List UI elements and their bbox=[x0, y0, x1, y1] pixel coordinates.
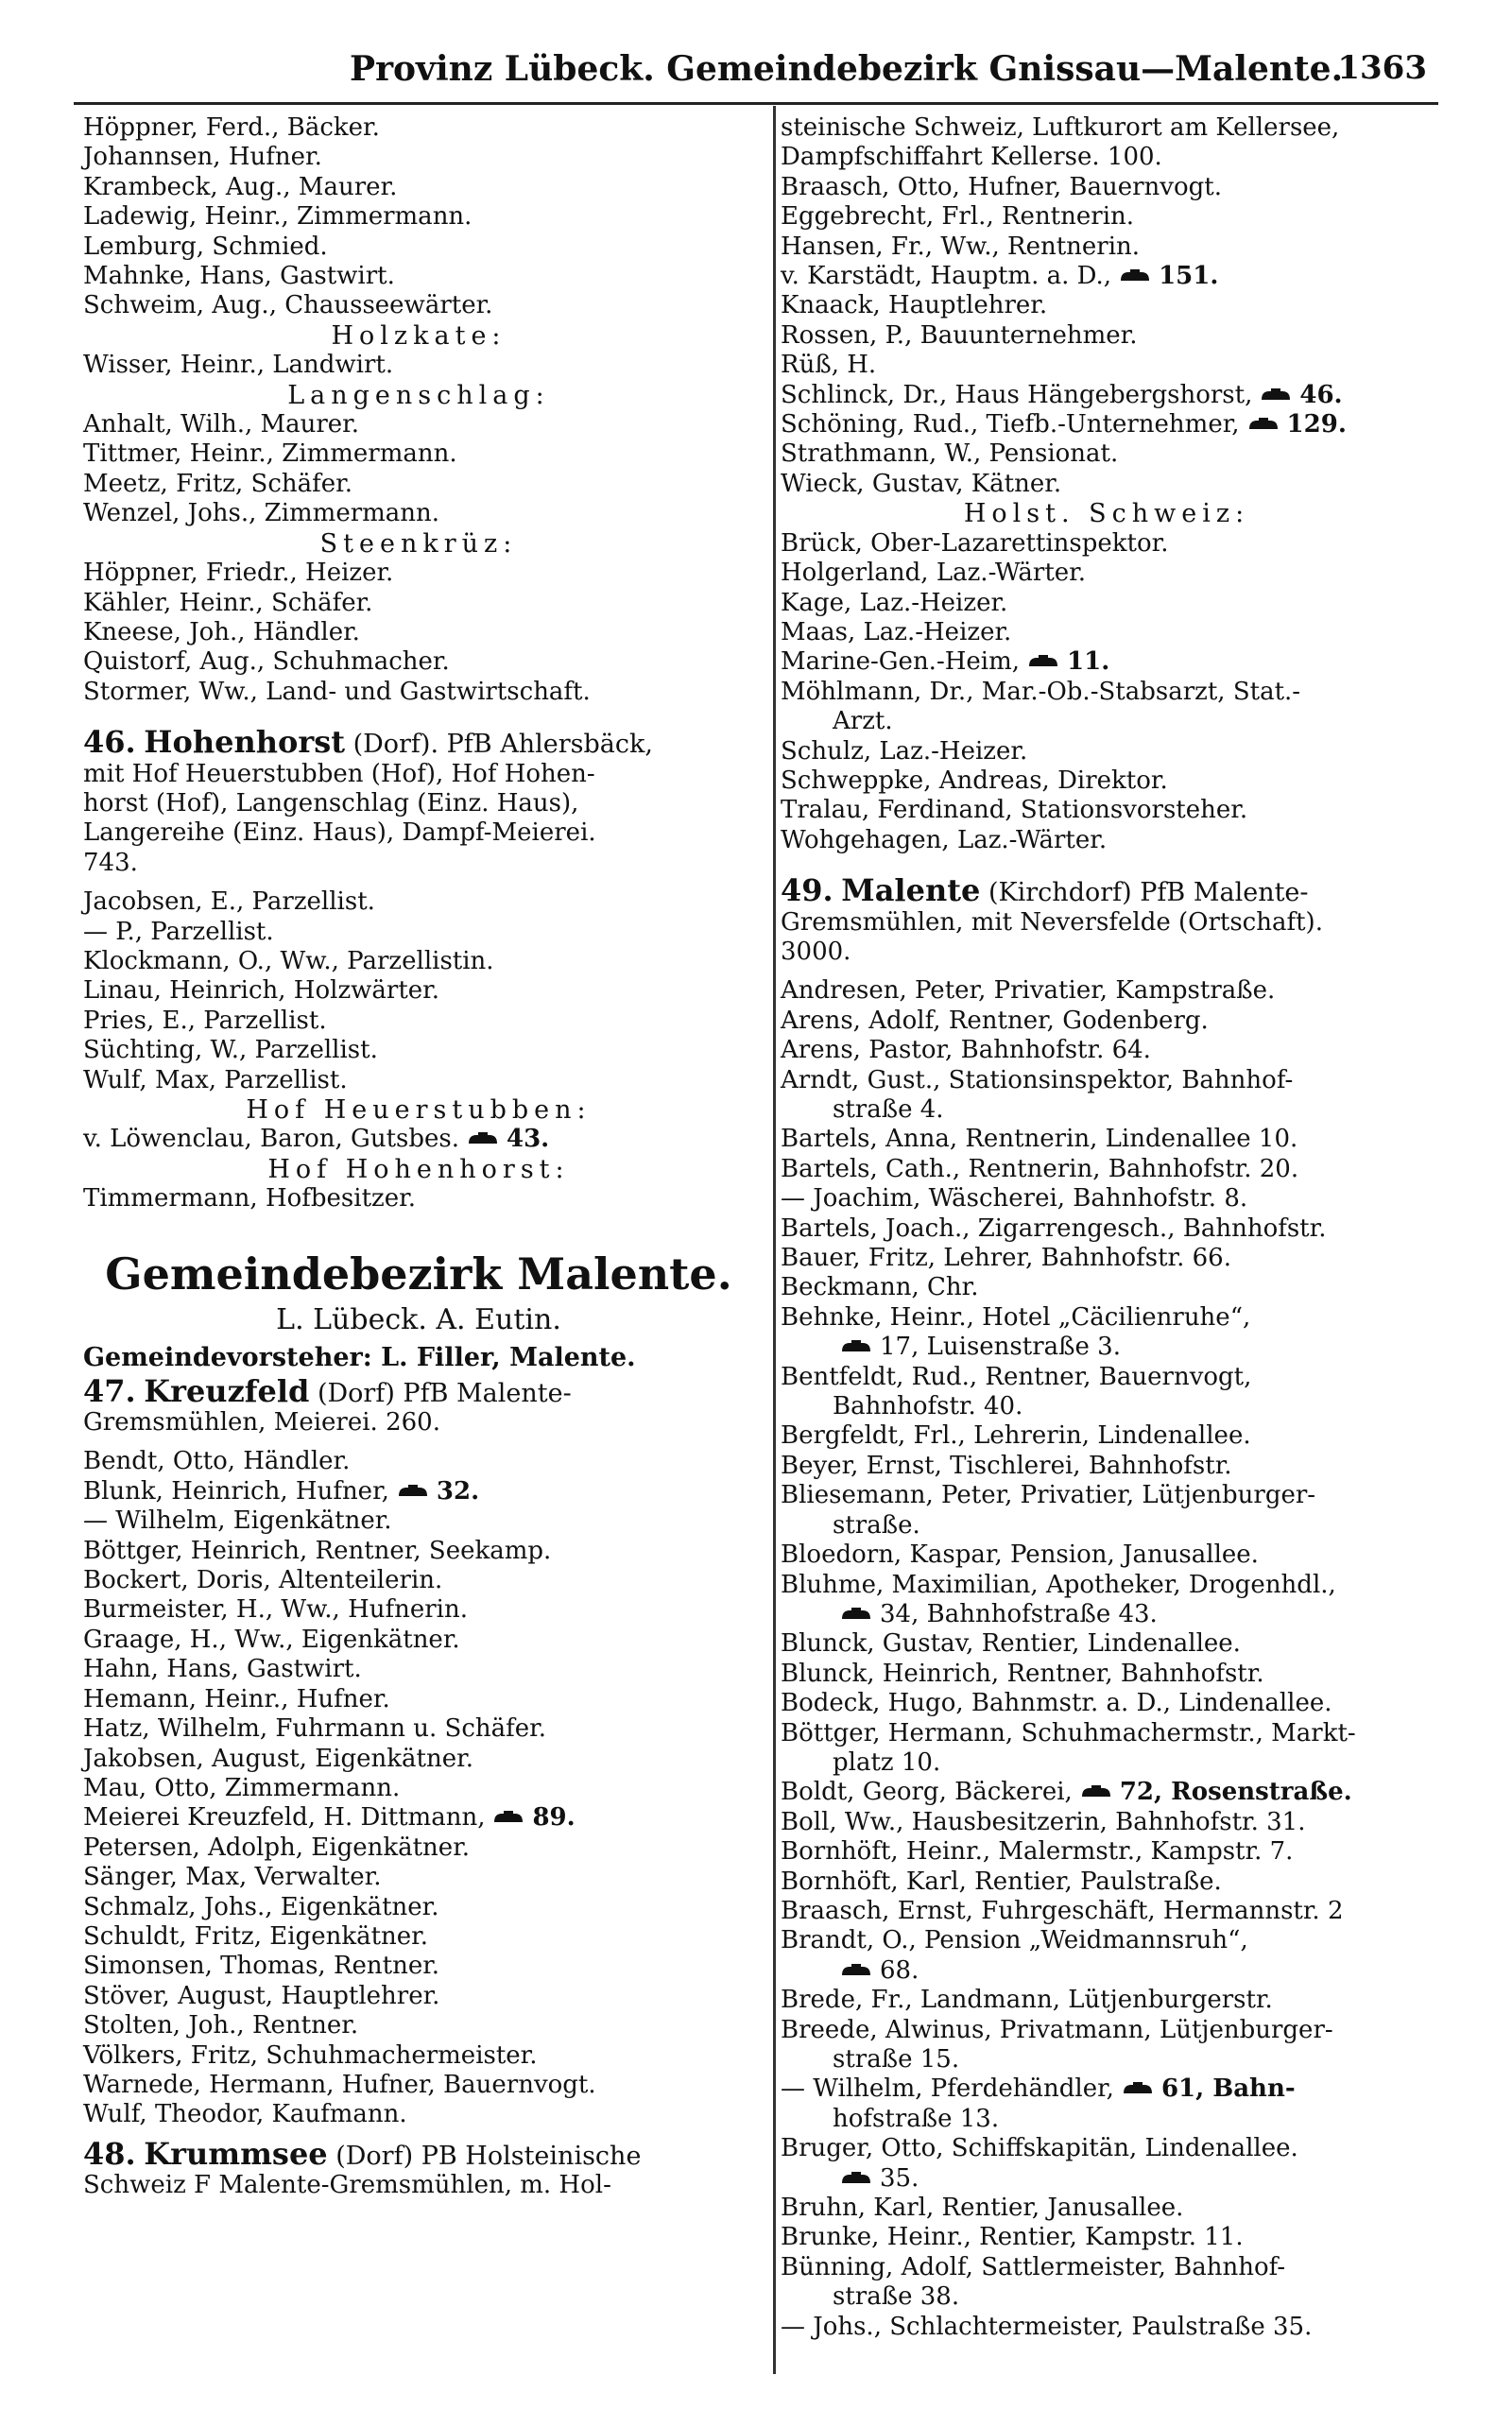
entry-text: Schlinck, Dr., Haus Hängebergshorst, bbox=[781, 380, 1253, 409]
directory-entry bbox=[781, 1125, 1433, 1154]
directory-entry bbox=[781, 1719, 1433, 1748]
directory-entry bbox=[83, 1506, 754, 1536]
directory-entry bbox=[781, 559, 1433, 588]
entry-text: Blunck, Heinrich, Rentner, Bahnhofstr. bbox=[781, 1659, 1264, 1688]
telephone-icon bbox=[1027, 654, 1059, 671]
directory-entry bbox=[781, 2105, 1433, 2134]
telephone-icon bbox=[840, 1607, 872, 1624]
entry-text: Brede, Fr., Landmann, Lütjenburgerstr. bbox=[781, 1986, 1273, 2015]
directory-entry bbox=[781, 1541, 1433, 1570]
district-head-official: Gemeindevorsteher: L. Filler, Malente. bbox=[83, 1342, 636, 1372]
entry-text: Bliesemann, Peter, Privatier, Lütjenburger- bbox=[781, 1481, 1316, 1510]
directory-entry bbox=[781, 1748, 1433, 1778]
locality-description: (Dorf) PB Holsteinische bbox=[335, 2141, 642, 2171]
header-rule bbox=[74, 102, 1438, 105]
locality-number: 46. bbox=[83, 724, 136, 761]
directory-entry bbox=[781, 1007, 1433, 1036]
entry-text: straße 15. bbox=[833, 2045, 960, 2074]
directory-entry: Klockmann, O., Ww., Parzellistin. bbox=[83, 946, 494, 975]
entry-text: Bendt, Otto, Händler. bbox=[83, 1447, 351, 1476]
directory-entry bbox=[781, 1868, 1433, 1897]
directory-entry bbox=[83, 1982, 754, 2011]
directory-entry bbox=[781, 1808, 1433, 1837]
directory-entry bbox=[781, 321, 1433, 351]
right-column bbox=[781, 113, 1433, 2342]
entry-text: Eggebrecht, Frl., Rentnerin. bbox=[781, 202, 1135, 232]
entry-text: Bünning, Adolf, Sattlermeister, Bahnhof- bbox=[781, 2252, 1286, 2281]
entry-text: Jakobsen, August, Eigenkätner. bbox=[83, 1744, 473, 1773]
entry-text: Arens, Pastor, Bahnhofstr. 64. bbox=[781, 1036, 1151, 1065]
phone-number: 43. bbox=[507, 1125, 550, 1154]
entry-text: Schulz, Laz.-Heizer. bbox=[781, 736, 1028, 766]
locality-description: Gremsmühlen, Meierei. 260. bbox=[83, 1408, 440, 1437]
entry-text: Braasch, Ernst, Fuhrgeschäft, Hermannstr. 2 bbox=[781, 1896, 1344, 1925]
locality-description: Langereihe (Einz. Haus), Dampf-Meierei. bbox=[83, 818, 596, 848]
directory-entry bbox=[83, 1655, 754, 1684]
directory-entry: Kähler, Heinr., Schäfer. bbox=[83, 588, 373, 617]
directory-entry bbox=[83, 1685, 754, 1714]
spacer bbox=[781, 967, 1433, 976]
directory-entry bbox=[781, 1421, 1433, 1451]
entry-text: Böttger, Heinrich, Rentner, Seekamp. bbox=[83, 1536, 552, 1565]
entry-text: Brandt, O., Pension „Weidmannsruh“, bbox=[781, 1926, 1248, 1955]
directory-entry bbox=[781, 2313, 1433, 2342]
directory-entry bbox=[781, 1273, 1433, 1302]
directory-entry: Kneese, Joh., Händler. bbox=[83, 617, 360, 646]
locality-description: (Dorf) PfB Malente- bbox=[317, 1378, 572, 1408]
directory-entry bbox=[781, 2074, 1433, 2104]
directory-entry bbox=[781, 439, 1433, 469]
directory-entry: — P., Parzellist. bbox=[83, 917, 274, 946]
directory-entry bbox=[83, 1714, 754, 1744]
subsection-heading: Steenkrüz: bbox=[319, 528, 518, 559]
entry-text: Hemann, Heinr., Hufner. bbox=[83, 1684, 390, 1713]
entry-text: 68. bbox=[880, 1955, 919, 1985]
directory-entry bbox=[83, 1774, 754, 1803]
locality-description: 743. bbox=[83, 848, 138, 877]
directory-entry bbox=[781, 766, 1433, 796]
directory-entry bbox=[781, 707, 1433, 736]
entry-text: Bornhöft, Heinr., Malermstr., Kampstr. 7. bbox=[781, 1837, 1294, 1867]
directory-entry bbox=[781, 1986, 1433, 2015]
spacer bbox=[83, 1437, 754, 1447]
entry-text: — Wilhelm, Pferdehändler, bbox=[781, 2074, 1114, 2104]
directory-entry: Johannsen, Hufner. bbox=[83, 143, 322, 172]
directory-entry bbox=[83, 1447, 754, 1476]
directory-entry bbox=[781, 2194, 1433, 2223]
locality-name: Hohenhorst bbox=[144, 724, 345, 761]
directory-entry bbox=[781, 647, 1433, 677]
directory-entry bbox=[781, 1214, 1433, 1244]
entry-text: Rüß, H. bbox=[781, 351, 877, 380]
directory-entry bbox=[83, 1477, 754, 1506]
directory-entry bbox=[781, 1481, 1433, 1510]
directory-entry bbox=[781, 1956, 1433, 1986]
telephone-icon bbox=[1260, 387, 1292, 404]
phone-number: 72, Rosenstraße. bbox=[1119, 1778, 1352, 1807]
directory-entry bbox=[83, 1537, 754, 1566]
directory-entry bbox=[781, 1600, 1433, 1629]
entry-text: Bodeck, Hugo, Bahnmstr. a. D., Lindenallee. bbox=[781, 1689, 1332, 1718]
directory-entry bbox=[781, 1837, 1433, 1867]
entry-text: — Johs., Schlachtermeister, Paulstraße 35. bbox=[781, 2312, 1313, 2341]
entry-text: Bruger, Otto, Schiffskapitän, Lindenallee. bbox=[781, 2134, 1298, 2163]
telephone-icon bbox=[492, 1810, 524, 1827]
entry-text: Bahnhofstr. 40. bbox=[833, 1392, 1023, 1421]
directory-entry bbox=[781, 678, 1433, 707]
entry-text: Bartels, Joach., Zigarrengesch., Bahnhofstr. bbox=[781, 1214, 1327, 1243]
directory-entry: Krambeck, Aug., Maurer. bbox=[83, 172, 398, 201]
column-divider bbox=[773, 106, 776, 2374]
locality-description: mit Hof Heuerstubben (Hof), Hof Hohen- bbox=[83, 759, 595, 788]
subsection-heading: Hof Heuerstubben: bbox=[246, 1095, 592, 1125]
directory-entry: Timmermann, Hofbesitzer. bbox=[83, 1184, 416, 1214]
directory-entry: Tittmer, Heinr., Zimmermann. bbox=[83, 439, 457, 469]
entry-text: Breede, Alwinus, Privatmann, Lütjenburger- bbox=[781, 2015, 1333, 2044]
telephone-icon bbox=[840, 2171, 872, 2188]
directory-entry bbox=[83, 1566, 754, 1595]
entry-text: Brunke, Heinr., Rentier, Kampstr. 11. bbox=[781, 2223, 1244, 2252]
spacer bbox=[83, 878, 754, 887]
entry-text: Petersen, Adolph, Eigenkätner. bbox=[83, 1833, 471, 1862]
entry-text: hofstraße 13. bbox=[833, 2104, 1000, 2133]
locality-name: Malente bbox=[841, 872, 981, 909]
subsection-heading: Langenschlag: bbox=[287, 380, 550, 410]
directory-entry bbox=[781, 351, 1433, 380]
entry-text: Hansen, Fr., Ww., Rentnerin. bbox=[781, 232, 1141, 261]
entry-text: Sänger, Max, Verwalter. bbox=[83, 1863, 382, 1892]
directory-entry bbox=[781, 1629, 1433, 1659]
locality-number: 48. bbox=[83, 2135, 136, 2172]
directory-entry bbox=[781, 1511, 1433, 1541]
directory-entry: Stormer, Ww., Land- und Gastwirtschaft. bbox=[83, 677, 591, 706]
locality-number: 47. bbox=[83, 1372, 136, 1409]
telephone-icon bbox=[1122, 2081, 1154, 2098]
entry-text: 35. bbox=[880, 2163, 919, 2193]
entry-text: Bergfeldt, Frl., Lehrerin, Lindenallee. bbox=[781, 1421, 1251, 1451]
directory-entry: Höppner, Friedr., Heizer. bbox=[83, 559, 394, 588]
directory-entry bbox=[781, 1303, 1433, 1333]
locality-heading bbox=[83, 2135, 754, 2172]
district-title: Gemeindebezirk Malente. bbox=[105, 1248, 732, 1300]
entry-text: steinische Schweiz, Luftkurort am Kellersee, bbox=[781, 113, 1340, 142]
directory-entry bbox=[781, 2282, 1433, 2312]
directory-entry bbox=[781, 1066, 1433, 1095]
entry-text: Schweppke, Andreas, Direktor. bbox=[781, 766, 1168, 795]
locality-description: Gremsmühlen, mit Neversfelde (Ortschaft). bbox=[781, 907, 1323, 937]
entry-text: Dampfschiffahrt Kellerse. 100. bbox=[781, 143, 1162, 172]
locality-name: Krummsee bbox=[144, 2135, 328, 2172]
directory-entry bbox=[781, 1660, 1433, 1689]
directory-entry bbox=[781, 1689, 1433, 1718]
directory-entry bbox=[781, 1926, 1433, 1955]
directory-entry bbox=[781, 529, 1433, 559]
left-column bbox=[83, 113, 754, 2201]
directory-entry bbox=[781, 2016, 1433, 2045]
entry-text: Hahn, Hans, Gastwirt. bbox=[83, 1655, 362, 1684]
directory-entry: Schweim, Aug., Chausseewärter. bbox=[83, 291, 493, 320]
telephone-icon bbox=[840, 1339, 872, 1356]
directory-entry bbox=[781, 737, 1433, 766]
entry-text: straße 38. bbox=[833, 2282, 960, 2312]
entry-text: Marine-Gen.-Heim, bbox=[781, 647, 1021, 677]
running-title: Provinz Lübeck. Gemeindebezirk Gnissau—Malente. bbox=[350, 49, 1344, 89]
directory-entry: Lemburg, Schmied. bbox=[83, 232, 328, 261]
entry-text: Beckmann, Chr. bbox=[781, 1273, 979, 1302]
directory-entry bbox=[83, 1595, 754, 1625]
directory-entry bbox=[781, 1333, 1433, 1362]
entry-text: Arens, Adolf, Rentner, Godenberg. bbox=[781, 1006, 1209, 1035]
directory-entry: Süchting, W., Parzellist. bbox=[83, 1036, 378, 1065]
entry-text: Bornhöft, Karl, Rentier, Paulstraße. bbox=[781, 1867, 1222, 1896]
locality-name: Kreuzfeld bbox=[144, 1372, 310, 1409]
directory-entry bbox=[83, 1952, 754, 1981]
locality-description: (Kirchdorf) PfB Malente- bbox=[988, 878, 1309, 908]
directory-entry bbox=[781, 618, 1433, 647]
phone-number: 32. bbox=[436, 1476, 480, 1506]
directory-entry bbox=[781, 1452, 1433, 1481]
directory-entry: Höppner, Ferd., Bäcker. bbox=[83, 113, 380, 142]
page-number: 1363 bbox=[1337, 49, 1427, 87]
directory-entry bbox=[781, 1363, 1433, 1392]
entry-text: Bockert, Doris, Altenteilerin. bbox=[83, 1566, 443, 1595]
phone-number: 46. bbox=[1299, 380, 1343, 409]
entry-text: Tralau, Ferdinand, Stationsvorsteher. bbox=[781, 796, 1248, 825]
directory-entry bbox=[83, 1125, 754, 1154]
directory-entry bbox=[781, 232, 1433, 262]
directory-entry bbox=[83, 1833, 754, 1863]
subsection-heading: Holst. Schweiz: bbox=[963, 499, 1250, 529]
directory-entry bbox=[781, 1571, 1433, 1600]
directory-entry bbox=[83, 1803, 754, 1833]
directory-entry bbox=[781, 410, 1433, 439]
directory-entry bbox=[781, 1155, 1433, 1184]
directory-entry bbox=[83, 2071, 754, 2100]
entry-text: straße. bbox=[833, 1510, 920, 1540]
directory-entry: Meetz, Fritz, Schäfer. bbox=[83, 469, 352, 498]
entry-text: Wieck, Gustav, Kätner. bbox=[781, 469, 1062, 498]
directory-entry: Wenzel, Johs., Zimmermann. bbox=[83, 499, 440, 528]
entry-text: Bauer, Fritz, Lehrer, Bahnhofstr. 66. bbox=[781, 1244, 1231, 1273]
directory-entry bbox=[83, 1893, 754, 1922]
directory-entry bbox=[781, 262, 1433, 291]
directory-entry: Anhalt, Wilh., Maurer. bbox=[83, 410, 360, 439]
entry-text: v. Karstädt, Hauptm. a. D., bbox=[781, 262, 1112, 291]
telephone-icon bbox=[467, 1131, 499, 1148]
entry-text: Möhlmann, Dr., Mar.-Ob.-Stabsarzt, Stat.- bbox=[781, 677, 1301, 706]
locality-number: 49. bbox=[781, 872, 833, 909]
entry-text: v. Löwenclau, Baron, Gutsbes. bbox=[83, 1125, 459, 1154]
entry-text: Stöver, August, Hauptlehrer. bbox=[83, 1981, 440, 2010]
entry-text: Kage, Laz.-Heizer. bbox=[781, 588, 1008, 617]
page-header bbox=[104, 49, 1427, 96]
directory-entry bbox=[781, 113, 1433, 143]
entry-text: Schöning, Rud., Tiefb.-Unternehmer, bbox=[781, 410, 1240, 439]
directory-entry bbox=[781, 291, 1433, 320]
entry-text: Holgerland, Laz.-Wärter. bbox=[781, 559, 1086, 588]
telephone-icon bbox=[1080, 1784, 1112, 1801]
entry-text: Strathmann, W., Pensionat. bbox=[781, 439, 1119, 469]
entry-text: Böttger, Hermann, Schuhmachermstr., Markt- bbox=[781, 1718, 1356, 1747]
directory-entry bbox=[781, 589, 1433, 618]
subsection-heading: Hof Hohenhorst: bbox=[267, 1154, 570, 1184]
entry-text: Burmeister, H., Ww., Hufnerin. bbox=[83, 1595, 468, 1625]
directory-entry bbox=[781, 1392, 1433, 1421]
directory-entry: Jacobsen, E., Parzellist. bbox=[83, 887, 375, 917]
entry-text: Blunck, Gustav, Rentier, Lindenallee. bbox=[781, 1629, 1241, 1659]
directory-entry bbox=[83, 2100, 754, 2129]
directory-entry bbox=[781, 1184, 1433, 1214]
entry-text: straße 4. bbox=[833, 1095, 944, 1124]
directory-entry bbox=[781, 796, 1433, 825]
entry-text: Braasch, Otto, Hufner, Bauernvogt. bbox=[781, 172, 1222, 201]
entry-text: Meierei Kreuzfeld, H. Dittmann, bbox=[83, 1803, 486, 1833]
phone-number: 151. bbox=[1159, 262, 1219, 291]
entry-text: Hatz, Wilhelm, Fuhrmann u. Schäfer. bbox=[83, 1714, 546, 1744]
directory-entry bbox=[83, 1922, 754, 1952]
directory-entry bbox=[781, 173, 1433, 202]
entry-text: platz 10. bbox=[833, 1747, 941, 1777]
telephone-icon bbox=[1247, 417, 1280, 434]
directory-entry bbox=[781, 826, 1433, 855]
directory-entry bbox=[781, 2164, 1433, 2194]
directory-entry bbox=[83, 1745, 754, 1774]
directory-entry bbox=[781, 2134, 1433, 2163]
directory-entry: Linau, Heinrich, Holzwärter. bbox=[83, 976, 439, 1006]
entry-text: Warnede, Hermann, Hufner, Bauernvogt. bbox=[83, 2070, 596, 2099]
directory-entry bbox=[781, 2223, 1433, 2252]
phone-number: 129. bbox=[1286, 410, 1347, 439]
locality-description: horst (Hof), Langenschlag (Einz. Haus), bbox=[83, 788, 579, 818]
directory-entry bbox=[83, 1863, 754, 1892]
entry-text: Bartels, Cath., Rentnerin, Bahnhofstr. 20. bbox=[781, 1154, 1299, 1183]
entry-text: Arzt. bbox=[833, 707, 893, 736]
entry-text: Mau, Otto, Zimmermann. bbox=[83, 1773, 401, 1802]
entry-text: Knaack, Hauptlehrer. bbox=[781, 291, 1048, 320]
entry-text: Bluhme, Maximilian, Apotheker, Drogenhdl., bbox=[781, 1570, 1336, 1599]
directory-entry: Ladewig, Heinr., Zimmermann. bbox=[83, 202, 472, 232]
entry-text: Beyer, Ernst, Tischlerei, Bahnhofstr. bbox=[781, 1451, 1232, 1480]
directory-entry bbox=[781, 1897, 1433, 1926]
entry-text: Andresen, Peter, Privatier, Kampstraße. bbox=[781, 976, 1276, 1006]
directory-entry bbox=[83, 2011, 754, 2040]
telephone-icon bbox=[840, 1963, 872, 1980]
locality-heading bbox=[781, 872, 1433, 909]
directory-entry bbox=[781, 1244, 1433, 1273]
district-subtitle: L. Lübeck. A. Eutin. bbox=[276, 1302, 561, 1336]
entry-text: Bartels, Anna, Rentnerin, Lindenallee 10. bbox=[781, 1125, 1298, 1154]
locality-description: (Dorf). PfB Ahlersbäck, bbox=[352, 730, 653, 760]
entry-text: Völkers, Fritz, Schuhmachermeister. bbox=[83, 2040, 538, 2070]
entry-text: 34, Bahnhofstraße 43. bbox=[880, 1599, 1158, 1628]
directory-entry: Wulf, Max, Parzellist. bbox=[83, 1065, 348, 1094]
entry-text: Blunk, Heinrich, Hufner, bbox=[83, 1476, 389, 1506]
locality-description: 3000. bbox=[781, 937, 851, 966]
locality-heading bbox=[83, 1372, 754, 1409]
directory-entry bbox=[781, 976, 1433, 1006]
entry-text: — Joachim, Wäscherei, Bahnhofstr. 8. bbox=[781, 1184, 1248, 1214]
entry-text: Wulf, Theodor, Kaufmann. bbox=[83, 2100, 407, 2129]
directory-entry bbox=[781, 1095, 1433, 1125]
directory-entry bbox=[83, 1626, 754, 1655]
locality-description: Schweiz F Malente-Gremsmühlen, m. Hol- bbox=[83, 2171, 611, 2200]
entry-text: Boll, Ww., Hausbesitzerin, Bahnhofstr. 31. bbox=[781, 1807, 1306, 1836]
directory-entry: Mahnke, Hans, Gastwirt. bbox=[83, 262, 395, 291]
directory-entry: Quistorf, Aug., Schuhmacher. bbox=[83, 647, 450, 677]
directory-entry: Wisser, Heinr., Landwirt. bbox=[83, 351, 394, 380]
entry-text: Bruhn, Karl, Rentier, Janusallee. bbox=[781, 2194, 1184, 2223]
phone-number: 89. bbox=[532, 1803, 576, 1833]
directory-entry bbox=[781, 143, 1433, 172]
directory-entry bbox=[781, 1036, 1433, 1065]
telephone-icon bbox=[397, 1484, 429, 1501]
directory-entry: Pries, E., Parzellist. bbox=[83, 1006, 327, 1035]
subsection-heading: Holzkate: bbox=[331, 320, 507, 351]
entry-text: Schuldt, Fritz, Eigenkätner. bbox=[83, 1921, 429, 1951]
phone-number: 61, Bahn- bbox=[1160, 2074, 1296, 2104]
entry-text: — Wilhelm, Eigenkätner. bbox=[83, 1506, 392, 1536]
directory-entry bbox=[781, 2045, 1433, 2074]
telephone-icon bbox=[1119, 268, 1151, 285]
directory-entry bbox=[83, 2041, 754, 2071]
directory-entry bbox=[781, 381, 1433, 410]
directory-entry bbox=[781, 470, 1433, 499]
entry-text: Rossen, P., Bauunternehmer. bbox=[781, 320, 1138, 350]
entry-text: Graage, H., Ww., Eigenkätner. bbox=[83, 1625, 460, 1654]
entry-text: Schmalz, Johs., Eigenkätner. bbox=[83, 1892, 439, 1921]
entry-text: Maas, Laz.-Heizer. bbox=[781, 617, 1012, 646]
entry-text: Bloedorn, Kaspar, Pension, Janusallee. bbox=[781, 1541, 1259, 1570]
directory-entry bbox=[781, 1778, 1433, 1807]
entry-text: Simonsen, Thomas, Rentner. bbox=[83, 1952, 440, 1981]
directory-entry bbox=[781, 202, 1433, 232]
locality-heading bbox=[83, 724, 754, 761]
entry-text: Arndt, Gust., Stationsinspektor, Bahnhof- bbox=[781, 1065, 1294, 1094]
entry-text: Boldt, Georg, Bäckerei, bbox=[781, 1778, 1073, 1807]
entry-text: Stolten, Joh., Rentner. bbox=[83, 2011, 359, 2040]
entry-text: Wohgehagen, Laz.-Wärter. bbox=[781, 825, 1108, 854]
entry-text: Behnke, Heinr., Hotel „Cäcilienruhe“, bbox=[781, 1302, 1251, 1332]
entry-text: Brück, Ober-Lazarettinspektor. bbox=[781, 528, 1169, 558]
directory-entry bbox=[781, 2253, 1433, 2282]
phone-number: 11. bbox=[1067, 647, 1110, 677]
entry-text: Bentfeldt, Rud., Rentner, Bauernvogt, bbox=[781, 1362, 1252, 1391]
entry-text: 17, Luisenstraße 3. bbox=[880, 1333, 1121, 1362]
